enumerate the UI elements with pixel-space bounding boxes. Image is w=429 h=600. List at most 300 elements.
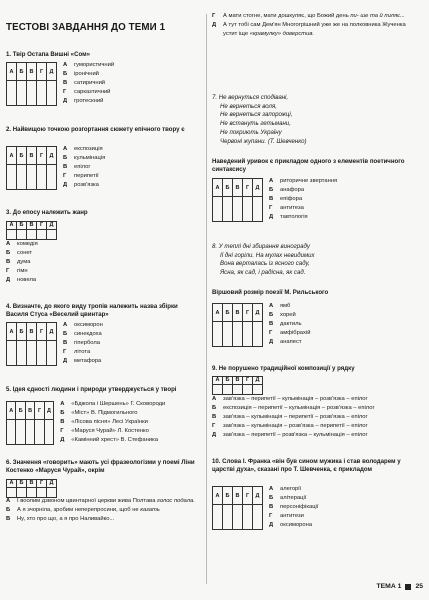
option-item[interactable] bbox=[269, 302, 379, 311]
option-letter: Б bbox=[60, 409, 65, 416]
options bbox=[212, 395, 422, 440]
options bbox=[60, 400, 202, 445]
option-item[interactable] bbox=[63, 88, 193, 97]
option-text: комедія bbox=[17, 241, 38, 247]
answer-letter: Д bbox=[253, 179, 263, 197]
option-item[interactable] bbox=[6, 276, 38, 285]
answer-letter: А bbox=[213, 377, 223, 385]
option-text: сатиричний bbox=[74, 79, 106, 86]
option-item[interactable] bbox=[212, 422, 422, 431]
option-item[interactable] bbox=[6, 249, 38, 258]
option-text: А тут тобі сам Дем'ян Многогрішний уже же на полковника Жученка устит іще «крамулку» доверстив. bbox=[223, 21, 406, 37]
option-text: гротескний bbox=[74, 97, 104, 104]
answer-letter: Г bbox=[243, 377, 253, 385]
option-text: І воолим дзвоном цвинтарної церкви жива Полтава голос подала. bbox=[17, 498, 195, 504]
option-item[interactable] bbox=[269, 186, 379, 195]
option-item[interactable] bbox=[6, 258, 38, 267]
option-text: антитези bbox=[280, 512, 304, 519]
answer-box[interactable] bbox=[213, 322, 223, 346]
question-2: 2. Найвищою точкою розгортання сюжету епічного твору є bbox=[6, 126, 185, 133]
options bbox=[63, 145, 193, 190]
option-text: алітерації bbox=[280, 494, 307, 501]
option-item[interactable] bbox=[269, 494, 379, 503]
answer-letter: Д bbox=[44, 402, 53, 420]
option-item[interactable] bbox=[63, 339, 193, 348]
question-1: 1. Твір Остапа Вишні «Сом» bbox=[6, 51, 91, 58]
answer-letter: В bbox=[233, 377, 243, 385]
option-text: «Міст» В. Підмогильного bbox=[71, 409, 138, 416]
answer-block bbox=[212, 486, 379, 530]
option-text: іронічний bbox=[74, 70, 99, 77]
option-text: ямб bbox=[280, 303, 291, 309]
option-text: новела bbox=[17, 276, 37, 283]
option-item[interactable] bbox=[63, 181, 193, 190]
answer-letter: В bbox=[27, 480, 37, 488]
option-item[interactable] bbox=[212, 395, 422, 404]
answer-box[interactable] bbox=[253, 505, 263, 529]
option-item[interactable] bbox=[6, 240, 38, 249]
option-item[interactable] bbox=[212, 12, 420, 21]
option-letter: Г bbox=[60, 427, 64, 434]
answer-letter: В bbox=[233, 487, 243, 505]
option-letter: Б bbox=[63, 70, 68, 77]
option-item[interactable] bbox=[6, 515, 198, 524]
option-text: літота bbox=[74, 348, 91, 355]
options bbox=[269, 302, 379, 347]
page-title: ТЕСТОВІ ЗАВДАННЯ ДО ТЕМИ 1 bbox=[6, 22, 166, 33]
answer-letter: Г bbox=[37, 323, 47, 341]
option-item[interactable] bbox=[63, 79, 193, 88]
option-text: анафора bbox=[280, 186, 305, 193]
answer-box[interactable] bbox=[7, 81, 17, 105]
option-letter: В bbox=[269, 503, 274, 510]
answer-letter: Г bbox=[37, 147, 47, 165]
option-letter: В bbox=[63, 79, 68, 86]
answer-letter: Б bbox=[223, 179, 233, 197]
answer-box[interactable] bbox=[27, 341, 37, 365]
option-text: синекдоха bbox=[74, 330, 102, 337]
answer-block bbox=[212, 178, 379, 222]
option-item[interactable] bbox=[269, 512, 379, 521]
answer-block bbox=[6, 322, 193, 366]
answer-box[interactable] bbox=[35, 420, 44, 444]
option-item[interactable] bbox=[63, 70, 193, 79]
option-letter: Б bbox=[269, 186, 274, 193]
option-text: зав'язка – кульмінація – перипетії – розв'язка – епілог bbox=[223, 413, 368, 420]
option-letter: А bbox=[63, 62, 68, 68]
option-text: експозиція bbox=[74, 146, 103, 152]
answer-box[interactable] bbox=[243, 505, 253, 529]
option-text: оксиморон bbox=[74, 322, 103, 328]
option-text: кульмінація bbox=[74, 154, 106, 161]
option-item[interactable] bbox=[6, 497, 198, 506]
option-italic: голос подала. bbox=[157, 498, 195, 504]
option-letter: В bbox=[63, 339, 68, 346]
answer-box[interactable] bbox=[47, 165, 57, 189]
question-9: 9. Не порушено традиційної композиції у рядку bbox=[212, 365, 355, 372]
option-text: зав'язка – перипетії – кульмінація – розв'язка – епілог bbox=[223, 396, 368, 402]
answer-box[interactable] bbox=[213, 505, 223, 529]
option-letter: В bbox=[212, 413, 217, 420]
options bbox=[63, 61, 193, 106]
answer-letter: Д bbox=[253, 304, 263, 322]
answer-letter: В bbox=[27, 222, 37, 230]
option-letter: Б bbox=[63, 154, 68, 161]
question-8-quote bbox=[212, 243, 315, 278]
answer-box[interactable] bbox=[25, 420, 34, 444]
option-letter: В bbox=[269, 320, 274, 327]
answer-box[interactable] bbox=[44, 420, 53, 444]
option-letter: Г bbox=[63, 88, 67, 95]
answer-letter: А bbox=[213, 179, 223, 197]
answer-box[interactable] bbox=[17, 81, 27, 105]
option-item[interactable] bbox=[269, 177, 379, 186]
answer-box[interactable] bbox=[253, 197, 263, 221]
option-letter: Б bbox=[63, 330, 68, 337]
option-item[interactable] bbox=[212, 21, 420, 39]
answer-box[interactable] bbox=[37, 341, 47, 365]
option-text: «Бджола і Шершень» Г. Сковороди bbox=[71, 401, 166, 407]
answer-letter: Б bbox=[223, 304, 233, 322]
option-letter: Б bbox=[6, 249, 11, 256]
option-item[interactable] bbox=[63, 154, 193, 163]
quote-line: 8. У теплі дні збирання винограду bbox=[212, 243, 310, 250]
option-letter: А bbox=[63, 146, 68, 152]
question-5: 5. Ідея єдності людини і природи утверджується у творі bbox=[6, 386, 177, 393]
answer-grid bbox=[6, 322, 57, 366]
answer-letter: Б bbox=[17, 480, 27, 488]
option-letter: Б bbox=[269, 494, 274, 501]
answer-box[interactable] bbox=[243, 384, 253, 394]
option-letter: Д bbox=[63, 97, 68, 104]
option-item[interactable] bbox=[60, 436, 202, 445]
answer-letter: А bbox=[7, 222, 17, 230]
page-footer bbox=[377, 583, 424, 590]
answer-letter: Б bbox=[17, 63, 27, 81]
answer-box[interactable] bbox=[233, 384, 243, 394]
footer-square-icon bbox=[405, 584, 411, 590]
answer-box[interactable] bbox=[27, 487, 37, 497]
option-item[interactable] bbox=[269, 329, 379, 338]
answer-box[interactable] bbox=[7, 341, 17, 365]
answer-box[interactable] bbox=[37, 81, 47, 105]
answer-box[interactable] bbox=[223, 197, 233, 221]
option-item[interactable] bbox=[269, 195, 379, 204]
option-letter: В bbox=[269, 195, 274, 202]
option-text: розв'язка bbox=[74, 181, 99, 188]
answer-letter: Д bbox=[47, 222, 57, 230]
answer-box[interactable] bbox=[27, 81, 37, 105]
option-letter: А bbox=[212, 396, 217, 402]
option-text: алегорії bbox=[280, 486, 302, 492]
option-letter: Д bbox=[60, 436, 65, 443]
option-text: зав'язка – перипетії – розв'язка – кульмінація – епілог bbox=[223, 431, 368, 438]
answer-box[interactable] bbox=[47, 341, 57, 365]
option-letter: Г bbox=[63, 348, 67, 355]
answer-box[interactable] bbox=[47, 229, 57, 239]
option-letter: Б bbox=[6, 506, 11, 513]
question-8: Віршовий розмір поезії М. Рильського bbox=[212, 289, 329, 296]
option-text: гумористичний bbox=[74, 62, 115, 68]
options bbox=[212, 12, 420, 39]
answer-letter: Д bbox=[47, 323, 57, 341]
option-italic: казать bbox=[140, 506, 160, 513]
answer-box[interactable] bbox=[7, 165, 17, 189]
option-letter: Д bbox=[63, 357, 68, 364]
answer-letter: В bbox=[27, 63, 37, 81]
options bbox=[269, 177, 379, 222]
answer-box[interactable] bbox=[253, 384, 263, 394]
answer-grid-3 bbox=[6, 221, 57, 240]
option-letter: А bbox=[269, 303, 274, 309]
answer-grid bbox=[212, 486, 263, 530]
question-7: Наведений уривок є прикладом одного з елементів поетичного синтаксису bbox=[212, 158, 405, 173]
answer-box[interactable] bbox=[7, 229, 17, 239]
option-item[interactable] bbox=[269, 521, 379, 530]
answer-box[interactable] bbox=[37, 165, 47, 189]
option-text: амфібрахій bbox=[280, 329, 311, 336]
answer-letter: Г bbox=[37, 222, 47, 230]
option-item[interactable] bbox=[63, 97, 193, 106]
option-item[interactable] bbox=[63, 163, 193, 172]
answer-grid bbox=[6, 62, 57, 106]
page-number: 25 bbox=[415, 583, 423, 590]
option-text: епілог bbox=[74, 163, 91, 170]
answer-letter: Б bbox=[17, 323, 27, 341]
answer-letter: В bbox=[233, 304, 243, 322]
answer-box[interactable] bbox=[7, 420, 16, 444]
answer-box[interactable] bbox=[223, 322, 233, 346]
option-text: Ну, хто про що, а я про Наливайко... bbox=[17, 515, 115, 522]
quote-line: Не встануть гетьмани, bbox=[220, 120, 291, 128]
question-6: 6. Значення «говорить» мають усі фразеологізми у поемі Ліни Костенко «Маруся Чурай», окрім bbox=[6, 459, 195, 474]
answer-block bbox=[6, 146, 193, 190]
option-item[interactable] bbox=[63, 172, 193, 181]
question-10: 10. Слова І. Франка «він був сином мужика і став володарем у царстві духа», сказані про Т. Шевченка, є прикладом bbox=[212, 458, 401, 473]
option-letter: В bbox=[6, 258, 11, 265]
option-text: дактиль bbox=[280, 320, 302, 327]
answer-grid-6 bbox=[6, 479, 57, 498]
answer-box[interactable] bbox=[17, 229, 27, 239]
answer-letter: Г bbox=[37, 480, 47, 488]
option-letter: Д bbox=[212, 21, 217, 28]
option-item[interactable] bbox=[63, 321, 193, 330]
footer-theme: ТЕМА 1 bbox=[376, 583, 402, 590]
option-text: анапест bbox=[280, 338, 302, 345]
answer-box[interactable] bbox=[16, 420, 25, 444]
option-letter: Г bbox=[212, 422, 216, 429]
option-letter: Д bbox=[269, 213, 274, 220]
option-text: персоніфікації bbox=[280, 503, 319, 510]
answer-letter: Г bbox=[243, 304, 253, 322]
option-text: дума bbox=[17, 258, 31, 265]
answer-box[interactable] bbox=[243, 197, 253, 221]
option-item[interactable] bbox=[6, 267, 38, 276]
answer-letter: А bbox=[213, 487, 223, 505]
answer-box[interactable] bbox=[233, 505, 243, 529]
answer-letter: А bbox=[7, 63, 17, 81]
option-item[interactable] bbox=[269, 204, 379, 213]
option-text: сарказтичний bbox=[74, 88, 111, 95]
option-text: антитеза bbox=[280, 204, 304, 211]
option-item[interactable] bbox=[6, 506, 198, 515]
options bbox=[6, 497, 198, 524]
option-letter: Б bbox=[212, 404, 217, 411]
answer-box[interactable] bbox=[253, 322, 263, 346]
answer-letter: В bbox=[27, 147, 37, 165]
option-item[interactable] bbox=[269, 311, 379, 320]
answer-letter: Б bbox=[17, 147, 27, 165]
option-letter: Д bbox=[63, 181, 68, 188]
option-item[interactable] bbox=[63, 145, 193, 154]
answer-letter: Д bbox=[253, 487, 263, 505]
option-item[interactable] bbox=[63, 330, 193, 339]
option-letter: Г bbox=[269, 204, 273, 211]
option-letter: А bbox=[269, 486, 274, 492]
answer-box[interactable] bbox=[213, 384, 223, 394]
answer-letter: Б bbox=[17, 222, 27, 230]
option-text: метафора bbox=[74, 357, 102, 364]
option-text: перипетії bbox=[74, 172, 99, 179]
option-item[interactable] bbox=[212, 413, 422, 422]
answer-letter: В bbox=[27, 323, 37, 341]
option-letter: Б bbox=[269, 311, 274, 318]
answer-box[interactable] bbox=[27, 165, 37, 189]
option-item[interactable] bbox=[269, 503, 379, 512]
answer-box[interactable] bbox=[223, 384, 233, 394]
answer-letter: Д bbox=[47, 63, 57, 81]
answer-block bbox=[212, 303, 379, 347]
answer-letter: А bbox=[7, 402, 16, 420]
answer-letter: Б bbox=[16, 402, 25, 420]
answer-letter: Б bbox=[223, 377, 233, 385]
answer-letter: Д bbox=[47, 147, 57, 165]
option-item[interactable] bbox=[60, 418, 202, 427]
option-italic: «крамулку» доверстив. bbox=[249, 30, 314, 37]
option-text: оксиморона bbox=[280, 521, 313, 528]
option-text: гіпербола bbox=[74, 339, 101, 346]
option-text: сонет bbox=[17, 249, 33, 256]
option-letter: В bbox=[6, 515, 11, 522]
answer-letter: А bbox=[7, 147, 17, 165]
answer-box[interactable] bbox=[37, 487, 47, 497]
answer-box[interactable] bbox=[17, 487, 27, 497]
quote-line: Не вернеться запорожці, bbox=[220, 111, 293, 119]
quote-line: Червоні жупани. (Т. Шевченко) bbox=[220, 137, 307, 145]
option-letter: А bbox=[6, 241, 11, 247]
answer-box[interactable] bbox=[223, 505, 233, 529]
answer-grid bbox=[212, 303, 263, 347]
answer-block bbox=[6, 62, 193, 106]
answer-letter: Б bbox=[223, 487, 233, 505]
quote-line: Вона верталась із ясного саду, bbox=[220, 260, 310, 268]
option-letter: А bbox=[63, 322, 68, 328]
option-italic: пи- ше та й пиляє... bbox=[350, 13, 405, 19]
option-text: хорей bbox=[280, 311, 296, 318]
answer-grid bbox=[6, 146, 57, 190]
answer-letter: В bbox=[25, 402, 34, 420]
option-item[interactable] bbox=[269, 213, 379, 222]
answer-grid bbox=[212, 178, 263, 222]
option-letter: Г bbox=[269, 329, 273, 336]
option-letter: Г bbox=[6, 267, 10, 274]
option-letter: А bbox=[60, 401, 65, 407]
quote-line: Не покриють Україну bbox=[220, 128, 282, 136]
answer-box[interactable] bbox=[17, 341, 27, 365]
quote-line: 7. Не вернуться сподівані, bbox=[212, 94, 289, 101]
option-text: експозиція – перипетії – кульмінація – розв'язка – епілог bbox=[223, 404, 375, 411]
answer-box[interactable] bbox=[233, 322, 243, 346]
option-item[interactable] bbox=[269, 338, 379, 347]
option-item[interactable] bbox=[60, 409, 202, 418]
option-text: гімн bbox=[17, 267, 28, 274]
quote-line: Ії дні горіли. На мулах невидимих bbox=[220, 251, 315, 259]
option-text: зав'язка – кульмінація – розв'язка – перипетії – епілог bbox=[223, 422, 368, 429]
question-7-quote bbox=[212, 94, 307, 146]
option-letter: Д bbox=[6, 276, 11, 283]
option-item[interactable] bbox=[63, 357, 193, 366]
option-item[interactable] bbox=[63, 61, 193, 70]
option-text: А я зчорніла, зробим неперепросини, щоб не казать bbox=[17, 506, 160, 513]
option-item[interactable] bbox=[269, 320, 379, 329]
answer-box[interactable] bbox=[243, 322, 253, 346]
option-text: тавтологія bbox=[280, 213, 308, 220]
option-text: «Лісова пісня» Лесі Українки bbox=[71, 418, 148, 425]
option-item[interactable] bbox=[60, 400, 202, 409]
answer-box[interactable] bbox=[213, 197, 223, 221]
answer-grid-9 bbox=[212, 376, 263, 395]
answer-block bbox=[6, 401, 202, 445]
option-letter: Д bbox=[212, 431, 217, 438]
question-4: 4. Визначте, до якого виду тропів належить назва збірки Василя Стуса «Веселий цвинтар» bbox=[6, 303, 178, 318]
option-letter: Д bbox=[269, 338, 274, 345]
options bbox=[63, 321, 193, 366]
answer-box[interactable] bbox=[47, 487, 57, 497]
answer-box[interactable] bbox=[17, 165, 27, 189]
option-item[interactable] bbox=[212, 431, 422, 440]
answer-box[interactable] bbox=[7, 487, 17, 497]
option-letter: Г bbox=[269, 512, 273, 519]
answer-letter: А bbox=[213, 304, 223, 322]
answer-box[interactable] bbox=[27, 229, 37, 239]
option-letter: В bbox=[63, 163, 68, 170]
option-item[interactable] bbox=[60, 427, 202, 436]
answer-grid bbox=[6, 401, 54, 445]
option-item[interactable] bbox=[212, 404, 422, 413]
options bbox=[6, 240, 38, 285]
option-text: епіфора bbox=[280, 195, 303, 202]
answer-letter: Д bbox=[253, 377, 263, 385]
answer-letter: Г bbox=[243, 179, 253, 197]
answer-box[interactable] bbox=[233, 197, 243, 221]
answer-letter: Г bbox=[37, 63, 47, 81]
column-divider bbox=[206, 14, 207, 584]
option-letter: А bbox=[6, 498, 11, 504]
quote-line: Не вернеться воля, bbox=[220, 102, 277, 110]
option-text: А мати стогне, мати дошкуляє, що Божий день пи- ше та й пиляє... bbox=[223, 13, 405, 19]
answer-letter: А bbox=[7, 480, 17, 488]
option-text: «Маруся Чурай» Л. Костенко bbox=[71, 427, 149, 434]
option-item[interactable] bbox=[269, 485, 379, 494]
answer-box[interactable] bbox=[37, 229, 47, 239]
answer-letter: Г bbox=[35, 402, 44, 420]
option-item[interactable] bbox=[63, 348, 193, 357]
answer-letter: Г bbox=[243, 487, 253, 505]
question-3: 3. До епосу належить жанр bbox=[6, 209, 88, 216]
options bbox=[269, 485, 379, 530]
answer-box[interactable] bbox=[47, 81, 57, 105]
answer-letter: А bbox=[7, 323, 17, 341]
